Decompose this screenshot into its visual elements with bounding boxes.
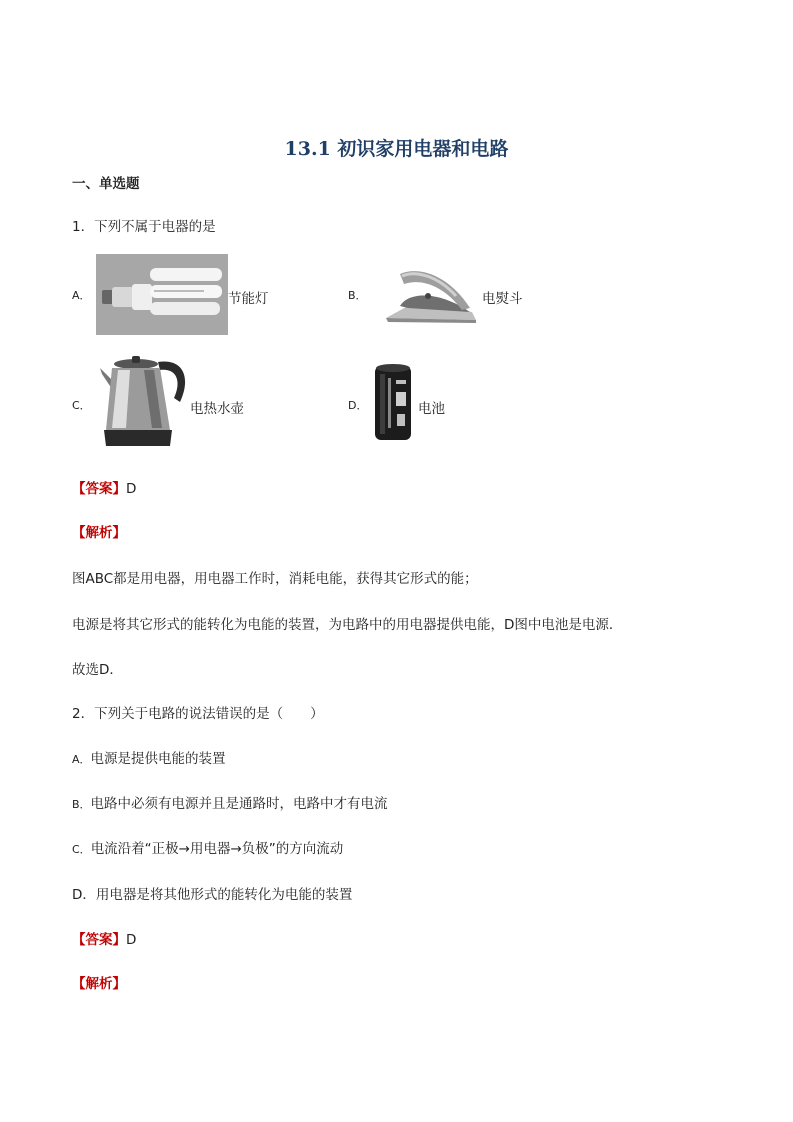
option-b-letter [348,287,367,303]
question-1-stem [72,215,216,235]
option-letter: C． [72,399,91,412]
analysis-line: 故选D． [72,662,123,678]
section-heading: 一、单选题 [72,176,140,192]
analysis-tag: 【解析】 [72,976,126,992]
kettle-icon [96,352,190,454]
question-number: 1． [72,219,95,235]
battery-icon [372,362,416,444]
option-letter: D． [348,399,368,412]
analysis-line: 图ABC都是用电器，用电器工作时，消耗电能，获得其它形式的能； [72,571,478,587]
iron-icon [378,262,482,330]
question-2-stem [72,702,324,722]
cfl-bulb-icon [96,254,228,335]
option-letter: D． [72,887,96,903]
option-text: 用电器是将其他形式的能转化为电能的装置 [95,887,353,903]
option-letter: A． [72,753,91,766]
answer-tag: 【答案】 [72,481,126,497]
analysis-line: 电源是将其它形式的能转化为电能的装置，为电路中的用电器提供电能，D图中电池是电源． [72,617,623,633]
option-d-label: 电池 [418,401,445,417]
option-letter: A． [72,289,91,302]
option-d [72,883,352,903]
option-text: 电流沿着“正极→用电器→负极”的方向流动 [90,841,344,857]
page-title: 13.1 初识家用电器和电路 [284,138,509,160]
option-a-letter [72,287,91,303]
option-a-label: 节能灯 [228,291,269,307]
answer-tag: 【答案】 [72,932,126,948]
option-letter: B． [72,798,91,811]
question-text: 下列不属于电器的是 [94,219,216,235]
option-a [72,747,226,767]
option-text: 电源是提供电能的装置 [90,751,226,767]
option-b-label: 电熨斗 [482,291,523,307]
answer-row [72,477,136,497]
option-c [72,837,343,857]
option-text: 电路中必须有电源并且是通路时，电路中才有电流 [90,796,388,812]
analysis-tag: 【解析】 [72,525,126,541]
option-c-letter [72,397,91,413]
option-letter: C． [72,843,91,856]
option-letter: B． [348,289,367,302]
option-c-label: 电热水壶 [190,401,244,417]
question-number: 2． [72,706,95,722]
question-text: 下列关于电路的说法错误的是（ ） [94,706,324,722]
option-d-letter [348,397,367,413]
option-b [72,792,388,812]
answer-value: D [126,932,137,948]
answer-value: D [126,481,137,497]
answer-row [72,928,136,948]
